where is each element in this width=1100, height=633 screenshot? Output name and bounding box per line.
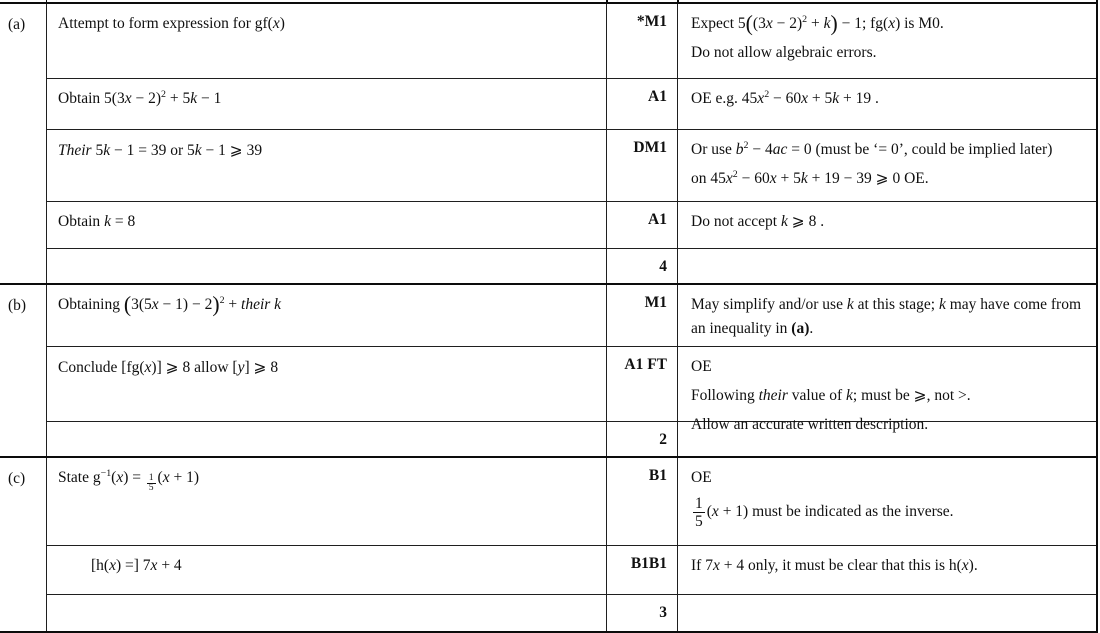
- guidance-line: May simplify and/or use k at this stage; k may have come from an inequality in (a).: [691, 296, 1082, 338]
- answer-cell: State $g^{-1}(x)$ = $\frac{1}{5}$ (x + 1): [47, 458, 607, 545]
- guidance-line: on $45x^2 - 60x + 5k + 19 - 39$ ⩾ 0 OE.: [691, 168, 929, 188]
- total-marks: 2: [607, 422, 678, 456]
- mark-cell: B1: [607, 458, 678, 545]
- guidance-line: OE: [691, 358, 712, 375]
- question-part-block-c: [0, 458, 1096, 631]
- answer-cell: Their 5k − 1 = 39 or 5k − 1 ⩾ 39: [47, 130, 607, 201]
- mark-cell: DM1: [607, 130, 678, 201]
- guidance-line: Following their value of k; must be ⩾, not >.: [691, 387, 971, 405]
- total-row: [47, 422, 1096, 456]
- answer-cell: Obtain $5(3x - 2)^2 + 5k - 1$: [47, 79, 607, 129]
- mark-cell: A1: [607, 79, 678, 129]
- total-row: [47, 249, 1096, 283]
- mark-scheme-table: [0, 2, 1098, 633]
- guidance-cell: [678, 249, 1096, 283]
- mark-cell: M1: [607, 285, 678, 346]
- question-part-block-b: [0, 285, 1096, 458]
- guidance-line: Do not accept k ⩾ 8 .: [691, 213, 825, 230]
- answer-cell: Obtain k = 8: [47, 202, 607, 248]
- part-label: (c): [0, 458, 47, 631]
- answer-cell: Attempt to form expression for gf(x): [47, 4, 607, 78]
- guidance-cell: [678, 458, 1096, 545]
- guidance-line: Do not allow algebraic errors.: [691, 44, 877, 62]
- guidance-line: If 7x + 4 only, it must be clear that this is h(x).: [691, 557, 978, 574]
- guidance-cell: [678, 347, 1096, 434]
- guidance-cell: [678, 130, 1096, 201]
- guidance-cell: [678, 79, 1096, 129]
- mark-cell: A1: [607, 202, 678, 248]
- guidance-line: Or use $b^2 - 4ac = 0$ (must be ‘= 0’, could be implied later): [691, 139, 1053, 158]
- mark-scheme-row: [47, 458, 1096, 546]
- answer-cell: [47, 595, 607, 631]
- guidance-line: OE e.g. $45x^2 - 60x + 5k + 19$ .: [691, 88, 879, 107]
- answer-cell: Obtaining $(3(5x - 1) - 2)^2$ + their k: [47, 285, 607, 346]
- guidance-line: Allow an accurate written description.: [691, 416, 929, 434]
- total-marks: 4: [607, 249, 678, 283]
- mark-cell: B1B1: [607, 546, 678, 594]
- question-part-block-a: [0, 4, 1096, 285]
- guidance-line: $\frac{1}{5}$ (x + 1) must be indicated as the inverse.: [695, 495, 954, 531]
- guidance-cell: [678, 285, 1096, 346]
- total-row: [47, 595, 1096, 631]
- mark-scheme-row: [47, 285, 1096, 347]
- guidance-cell: [678, 422, 1096, 456]
- mark-scheme-row: [47, 202, 1096, 249]
- guidance-cell: [678, 546, 1096, 594]
- part-label: (b): [0, 285, 47, 456]
- mark-scheme-row: [47, 546, 1096, 595]
- answer-cell: [h(x) =] 7x + 4: [47, 546, 607, 594]
- part-label: (a): [0, 4, 47, 283]
- part-rows: [47, 285, 1096, 456]
- part-rows: [47, 4, 1096, 283]
- answer-cell: Conclude [fg(x)] ⩾ 8 allow [y] ⩾ 8: [47, 347, 607, 421]
- answer-cell: [47, 249, 607, 283]
- guidance-cell: [678, 595, 1096, 631]
- guidance-cell: [678, 202, 1096, 248]
- mark-cell: *M1: [607, 4, 678, 78]
- guidance-cell: [678, 4, 1096, 78]
- guidance-line: OE: [691, 469, 712, 486]
- mark-scheme-row: [47, 347, 1096, 434]
- guidance-line: Expect $5((3x - 2)^2 + k) - 1$; fg(x) is M0.: [691, 11, 944, 36]
- mark-cell: A1 FT: [607, 347, 678, 421]
- mark-scheme-row: [47, 4, 1096, 79]
- mark-scheme-row: [47, 130, 1096, 202]
- mark-scheme-row: [47, 79, 1096, 130]
- part-rows: [47, 458, 1096, 631]
- total-marks: 3: [607, 595, 678, 631]
- answer-cell: [47, 422, 607, 456]
